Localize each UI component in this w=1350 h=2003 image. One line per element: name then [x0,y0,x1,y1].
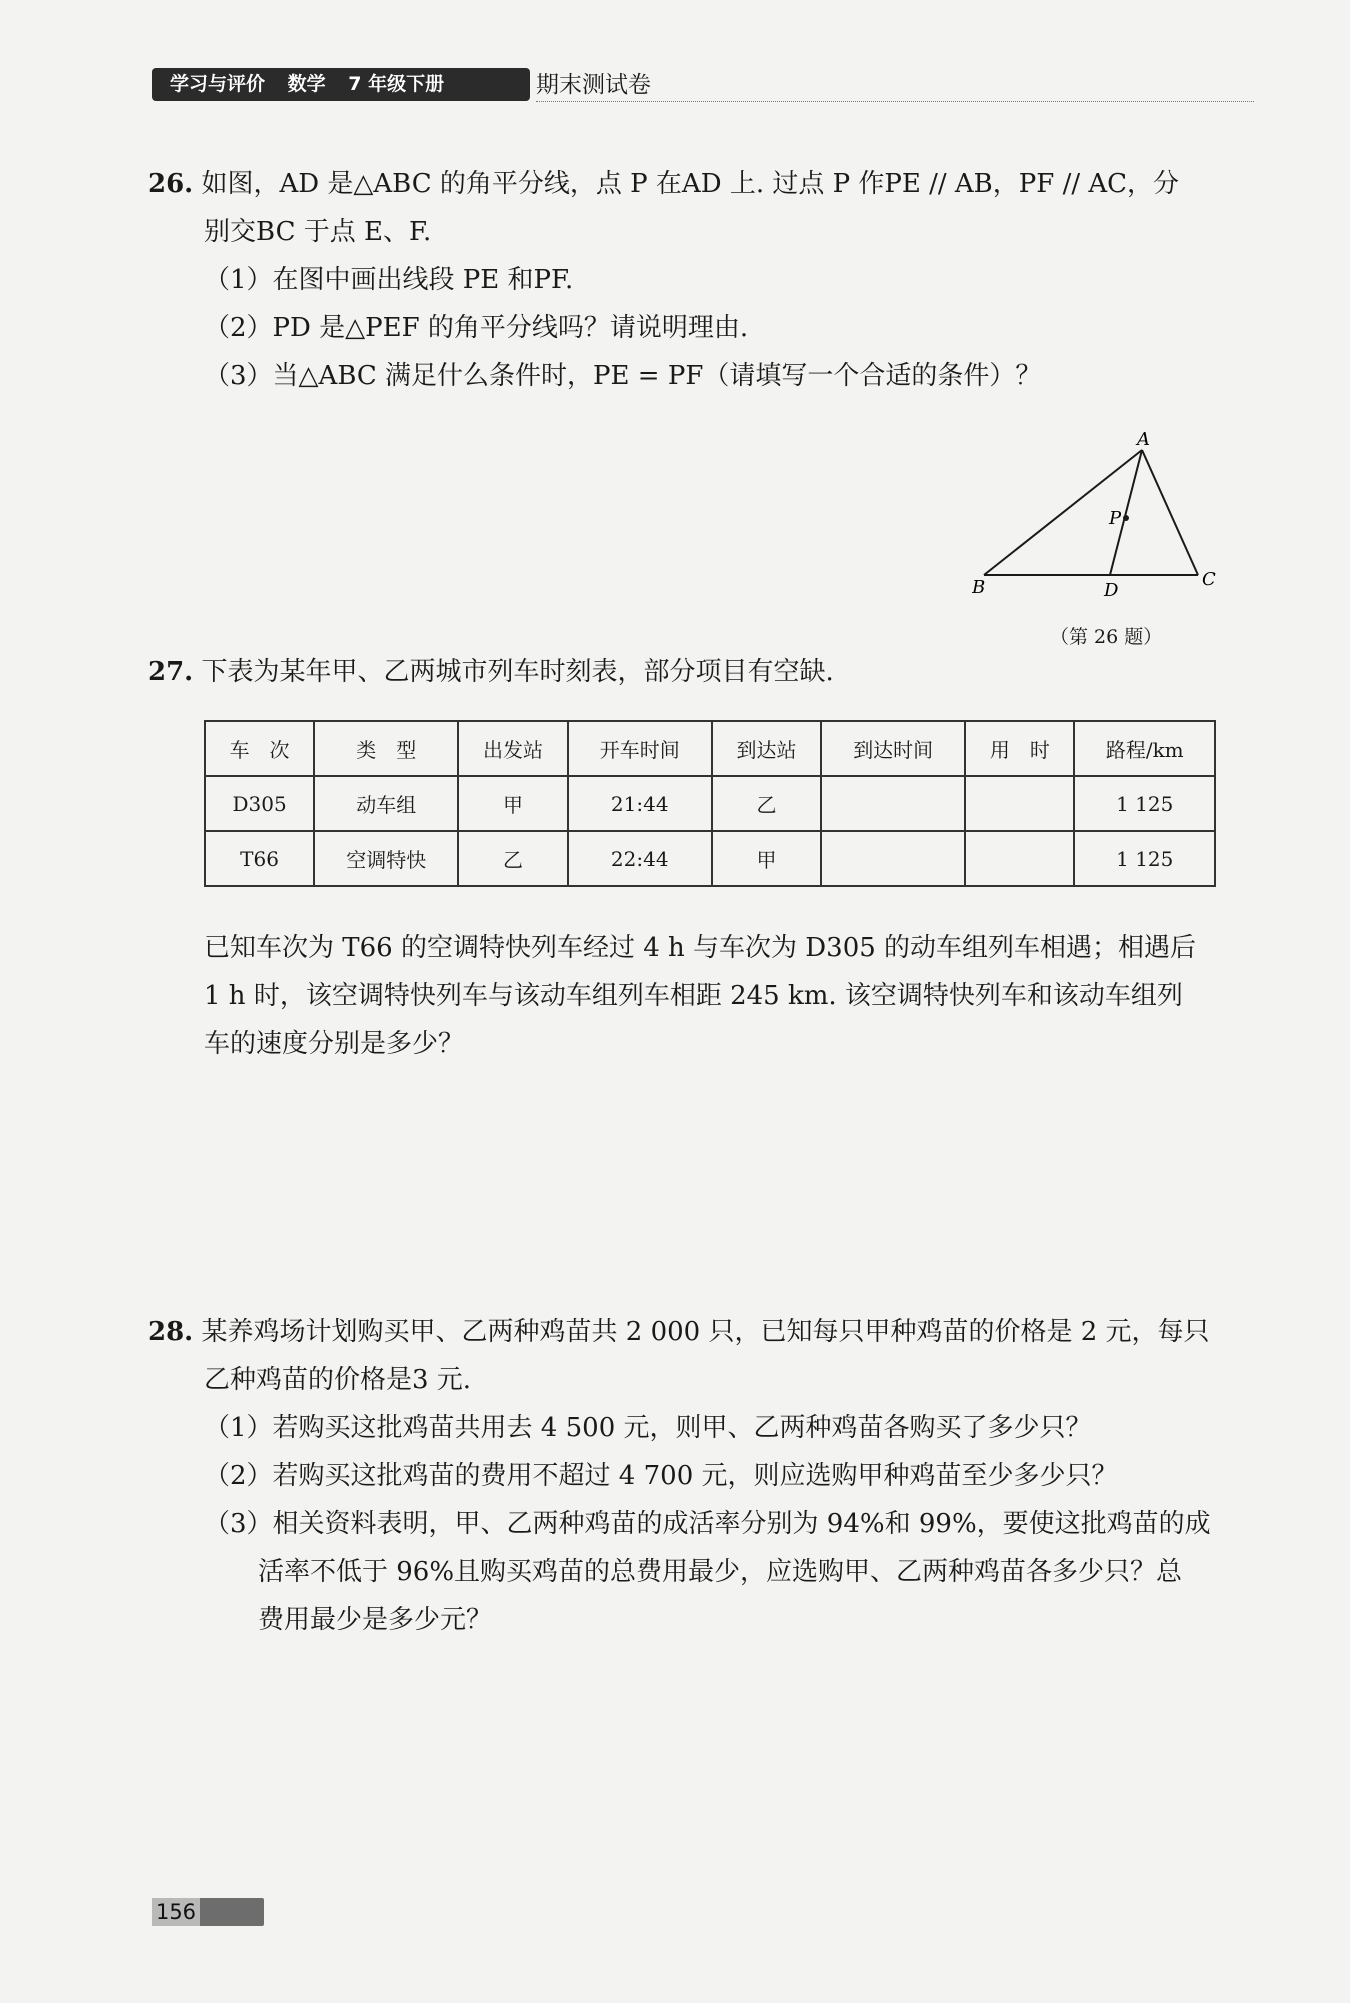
label-a: A [1137,430,1150,450]
table-cell: 甲 [712,831,821,886]
triangle-figure [972,430,1232,600]
question-text: 某养鸡场计划购买甲、乙两种鸡苗共 2 000 只，已知每只甲种鸡苗的价格是 2 元，每只 [201,1317,1210,1347]
table-cell: 甲 [458,776,567,831]
side-ac [1142,450,1198,575]
paragraph-line: 1 h 时，该空调特快列车与该动车组列车相距 245 km. 该空调特快列车和该动车组列 [204,981,1183,1011]
table-cell: 1 125 [1074,776,1215,831]
header-section-title: 期末测试卷 [536,72,651,98]
table-row [205,831,1215,886]
question-number: 27. [148,657,194,687]
point-p [1123,515,1129,521]
table-cell: 动车组 [314,776,458,831]
sub-question-3: （3）当△ABC 满足什么条件时，PE = PF（请填写一个合适的条件）？ [204,361,1042,391]
label-p: P [1109,508,1122,529]
table-cell: 乙 [458,831,567,886]
table-cell: 乙 [712,776,821,831]
table-header-cell: 类 型 [314,721,458,776]
question-26 [148,160,1258,400]
header-subject: 数学 [287,73,326,95]
sub-question-2: （2）PD 是△PEF 的角平分线吗？请说明理由. [204,313,749,343]
table-cell: 21:44 [568,776,712,831]
question-27-paragraph [204,924,1264,1068]
table-cell: 1 125 [1074,831,1215,886]
table-header-cell: 出发站 [458,721,567,776]
table-cell [965,831,1074,886]
table-row [205,776,1215,831]
table-cell: T66 [205,831,314,886]
question-number: 26. [148,169,194,199]
sub-question-3-continued: 活率不低于 96%且购买鸡苗的总费用最少，应选购甲、乙两种鸡苗各多少只？总 [258,1557,1183,1587]
table-header-cell: 路程/km [1074,721,1215,776]
figure-caption: （第 26 题） [1050,626,1163,648]
table-header-cell: 用 时 [965,721,1074,776]
question-27 [148,648,1258,696]
header-series: 学习与评价 [170,73,266,95]
sub-question-3: （3）相关资料表明，甲、乙两种鸡苗的成活率分别为 94%和 99%，要使这批鸡苗的成 [204,1509,1211,1539]
header-divider [536,101,1254,102]
table-header-row [205,721,1215,776]
table-cell: 空调特快 [314,831,458,886]
question-text-continued: 别交BC 于点 E、F. [204,217,432,247]
sub-question-1: （1）若购买这批鸡苗共用去 4 500 元，则甲、乙两种鸡苗各购买了多少只？ [204,1413,1092,1443]
paragraph-line: 车的速度分别是多少？ [204,1029,465,1059]
table-cell: 22:44 [568,831,712,886]
sub-question-3-continued: 费用最少是多少元？ [258,1605,493,1635]
table-cell: D305 [205,776,314,831]
header-grade: 7 年级下册 [348,73,445,95]
question-text-continued: 乙种鸡苗的价格是3 元. [204,1365,472,1395]
sub-question-2: （2）若购买这批鸡苗的费用不超过 4 700 元，则应选购甲种鸡苗至少多少只？ [204,1461,1118,1491]
label-b: B [972,577,986,598]
table-header-cell: 到达站 [712,721,821,776]
table-cell [821,776,965,831]
label-d: D [1104,580,1119,600]
table-header-cell: 开车时间 [568,721,712,776]
table-cell [821,831,965,886]
page-number-bar [152,1898,264,1926]
table-header-cell: 到达时间 [821,721,965,776]
page-number: 156 [152,1898,200,1926]
question-text: 下表为某年甲、乙两城市列车时刻表，部分项目有空缺. [201,657,834,687]
table-header-cell: 车 次 [205,721,314,776]
question-number: 28. [148,1317,194,1347]
question-28 [148,1308,1258,1644]
question-text: 如图，AD 是△ABC 的角平分线，点 P 在AD 上. 过点 P 作PE // AB，PF // AC，分 [201,169,1180,199]
table-cell [965,776,1074,831]
label-c: C [1202,569,1216,590]
header-band [152,68,530,101]
train-timetable [204,720,1216,887]
sub-question-1: （1）在图中画出线段 PE 和PF. [204,265,574,295]
paragraph-line: 已知车次为 T66 的空调特快列车经过 4 h 与车次为 D305 的动车组列车相遇；相遇后 [204,933,1197,963]
